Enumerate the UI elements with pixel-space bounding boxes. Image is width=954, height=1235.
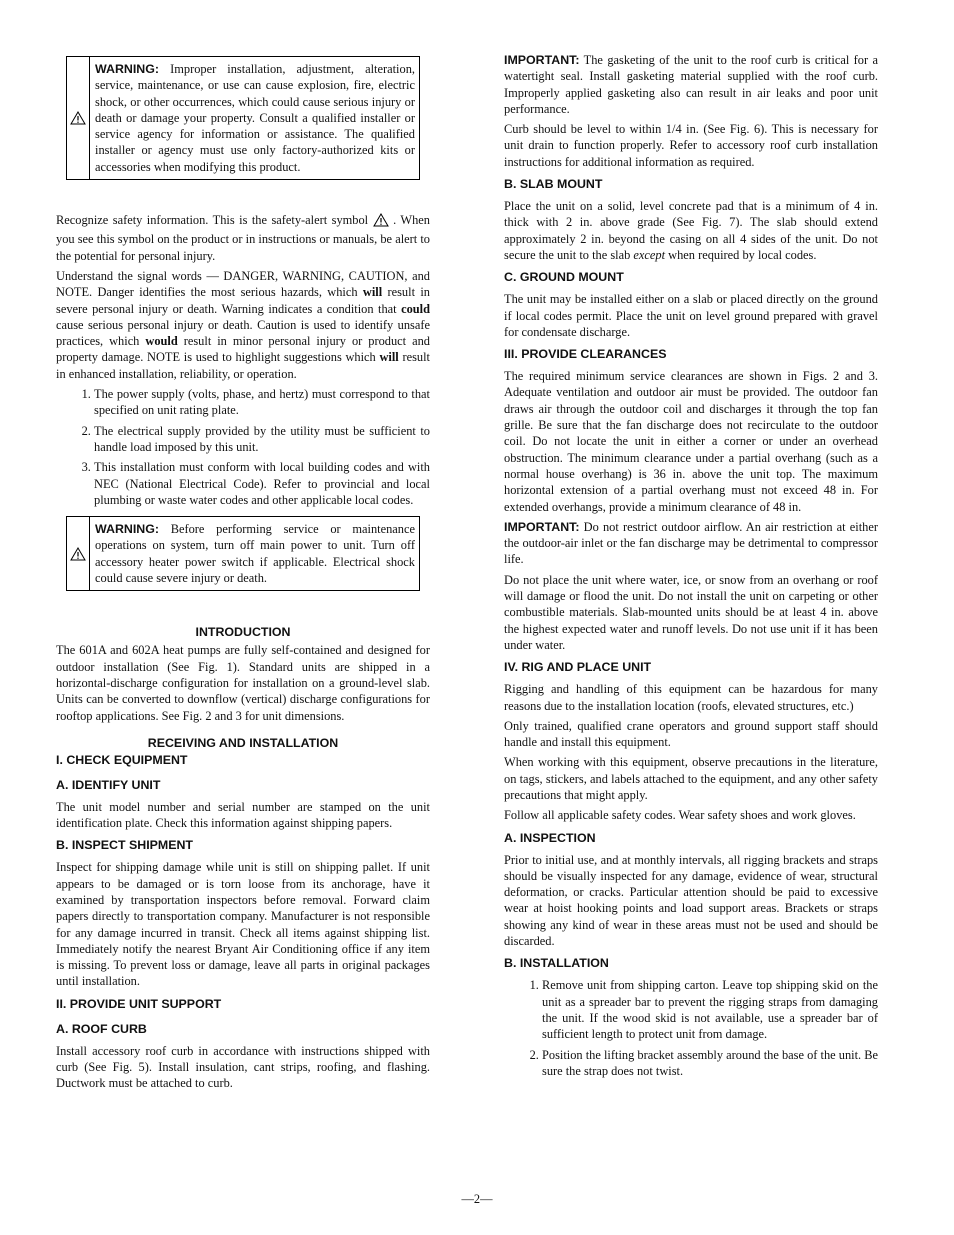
important-note-2 — [504, 519, 878, 568]
emphasis: could — [401, 301, 430, 316]
warning-box-2 — [66, 516, 420, 591]
warning-triangle-icon — [67, 57, 90, 179]
safety-text: cause serious personal injury or death. Caution is used to identify unsafe practices, which — [56, 317, 430, 349]
important-label: IMPORTANT: — [504, 53, 580, 67]
paragraph-text: when required by local codes. — [668, 247, 817, 262]
important-note-1 — [504, 52, 878, 117]
safety-text: result in enhanced installation, reliability, or operation. — [56, 350, 430, 381]
paragraph-text: Place the unit on a solid, level concrete pad that is a minimum of 4 in. thick with 2 in. above grade (See Fig. 7). The slab should extend approximately 2 in. beyond the casing on all 4 sides of the unit. Do not secure the unit to the slab — [504, 199, 878, 262]
subsection-heading: A. INSPECTION — [504, 830, 596, 845]
section-heading: RECEIVING AND INSTALLATION — [147, 735, 339, 750]
warning-text: Improper installation, adjustment, alteration, service, maintenance, or use can cause explosion, fire, electric shock, or other occurrences, which could cause serious injury or death or damage your property. Consult a qualified installer or service agency for information or assistance. The qualified installer or agency must use only factory-authorized kits or accessories when modifying this product. — [95, 62, 415, 174]
list-item: 1. The power supply (volts, phase, and hertz) must correspond to that specified on unit rating plate. — [94, 386, 430, 419]
subsection-heading: A. IDENTIFY UNIT — [56, 777, 161, 792]
safety-text: Understand the signal words — DANGER, WARNING, CAUTION, and NOTE. Danger identifies the most serious hazards, which — [56, 268, 430, 300]
warning-text: Before performing service or maintenance operations on system, turn off main power to unit. Turn off accessory heater power switch if applicable. Electrical shock could cause severe injury or death. — [95, 522, 415, 586]
warning-box-1 — [66, 56, 420, 180]
subsection-heading: I. CHECK EQUIPMENT — [56, 752, 188, 767]
important-label: IMPORTANT: — [504, 519, 580, 534]
emphasis: except — [633, 247, 666, 262]
safety-alert-icon — [373, 213, 389, 231]
subsection-heading: B. SLAB MOUNT — [504, 177, 603, 192]
installation-list — [504, 977, 878, 1079]
list-item: 2. The electrical supply provided by the utility must be sufficient to handle load imposed by this unit. — [94, 423, 430, 456]
paragraph: Only trained, qualified crane operators and ground support staff should handle and install this equipment. — [504, 718, 878, 750]
important-text: Do not restrict outdoor airflow. An air restriction at either the outdoor-air inlet or the fan discharge may be detrimental to compressor life. — [504, 519, 878, 567]
subsection-heading: A. ROOF CURB — [56, 1021, 147, 1036]
list-item: 2. Position the lifting bracket assembly around the base of the unit. Be sure the strap does not twist. — [542, 1047, 878, 1080]
safety-paragraph-1 — [56, 212, 430, 264]
paragraph: The unit model number and serial number are stamped on the unit identification plate. Check this information against shipping papers. — [56, 799, 430, 831]
safety-text: Recognize safety information. This is the safety-alert symbol — [56, 213, 369, 228]
safety-text: result in minor personal injury or product and property damage. NOTE is used to highlight suggestions which — [56, 334, 430, 365]
important-text: The gasketing of the unit to the roof curb is critical for a watertight seal. Install gasketing material supplied with the roof curb. Improperly applied gasketing also can result in air leaks and poor unit performance. — [504, 53, 879, 116]
subsection-heading: II. PROVIDE UNIT SUPPORT — [56, 996, 222, 1011]
paragraph — [504, 198, 878, 263]
paragraph: When working with this equipment, observe precautions in the literature, on tags, stickers, and labels attached to the equipment, and any other safety precautions that might apply. — [504, 755, 878, 802]
paragraph: The unit may be installed either on a slab or placed directly on the ground if local codes permit. Place the unit on level ground prepared with gravel for condensate discharge. — [504, 292, 878, 339]
paragraph: The required minimum service clearances are shown in Figs. 2 and 3. Adequate ventilation and outdoor air must be provided. The outdoor fan draws air through the outdoor coil and discharges it through the top fan grille. Be sure that the fan discharge does not recirculate to the outdoor coil. Do not locate the unit in either a corner or under an overhead obstruction. The minimum clearance under a partial overhang (such as a normal house overhang) is 36 in. above the unit top. The maximum horizontal extension of a partial overhang must not exceed 48 in. For extended overhangs, provide a minimum clearance of 48 in. — [504, 369, 878, 514]
subsection-heading: B. INSTALLATION — [504, 956, 609, 971]
subsection-heading: IV. RIG AND PLACE UNIT — [504, 660, 652, 675]
subsection-heading: C. GROUND MOUNT — [504, 270, 624, 285]
paragraph: Install accessory roof curb in accordance with instructions shipped with curb (See Fig. 5). Install insulation, cant strips, roofing, and flashing. Ductwork must be attached to curb. — [56, 1043, 430, 1091]
warning-label: WARNING: — [95, 522, 160, 537]
paragraph: Do not place the unit where water, ice, or snow from an overhang or roof will damage or flood the unit. Do not install the unit on carpeting or other combustible materials. Slab-mounted units should be at least 4 in. above the highest expected water and runoff levels. Do not use unit if it has been under water. — [504, 572, 878, 652]
paragraph: Follow all applicable safety codes. Wear safety shoes and work gloves. — [504, 808, 856, 823]
subsection-heading: B. INSPECT SHIPMENT — [56, 838, 193, 853]
page-number: —2— — [461, 1192, 493, 1206]
emphasis: will — [362, 285, 383, 300]
introduction-text: The 601A and 602A heat pumps are fully self-contained and designed for outdoor installation (See Fig. 1). Standard units are shipped in a horizontal-discharge configuration for installation on a ground-level slab. Units can be converted to downflow (vertical) discharge configurations for rooftop applications. See Fig. 2 and 3 for unit dimensions. — [56, 643, 430, 723]
paragraph: Prior to initial use, and at monthly intervals, all rigging brackets and straps should be visually inspected for any damage, evidence of wear, structural deformation, or cracks. Particular attention should be paid to excessive wear at hoist hooking points and load support areas. Brackets or straps showing any kind of wear in these areas must not be used and should be discarded. — [504, 852, 878, 949]
section-heading: INTRODUCTION — [195, 625, 291, 640]
safety-text: result in severe personal injury or death. Warning indicates a condition that — [56, 285, 430, 316]
warning-triangle-icon — [67, 517, 90, 590]
list-item: 3. This installation must conform with local building codes and with NEC (National Electrical Code). Refer to provincial and local plumbing or waste water codes and other applicable local codes. — [94, 459, 430, 508]
emphasis: would — [145, 334, 178, 349]
paragraph: Inspect for shipping damage while unit is still on shipping pallet. If unit appears to be damaged or is torn loose from its anchorage, have it examined by transportation inspectors before removal. Forward claim papers directly to transportation company. Manufacturer is not responsible for any damage incurred in transit. Check all items against shipping list. Immediately notify the nearest Bryant Air Conditioning office if any item is missing. To prevent loss or damage, leave all parts in original packages until installation. — [56, 860, 430, 989]
warning-label: WARNING: — [95, 62, 160, 76]
paragraph: Rigging and handling of this equipment can be hazardous for many reasons due to the installation location (roofs, elevated structures, etc.) — [504, 682, 878, 713]
emphasis: will — [379, 350, 399, 365]
paragraph: Curb should be level to within 1/4 in. (See Fig. 6). This is necessary for unit drain to function properly. Refer to accessory roof curb installation instructions for additional information as required. — [504, 122, 878, 169]
right-column — [504, 52, 878, 1085]
list-item: 1. Remove unit from shipping carton. Leave top shipping skid on the unit as a spreader bar to prevent the rigging straps from damaging the unit. If the wood skid is not available, use a spreader bar of sufficient length to protect unit from damage. — [542, 977, 878, 1042]
subsection-heading: III. PROVIDE CLEARANCES — [504, 347, 667, 362]
left-column — [56, 52, 430, 1096]
safety-paragraph-2 — [56, 268, 430, 382]
safety-text: . When you see this symbol on the product or in instructions or manuals, be alert to the potential for personal injury. — [56, 213, 430, 263]
safety-list — [56, 386, 430, 508]
